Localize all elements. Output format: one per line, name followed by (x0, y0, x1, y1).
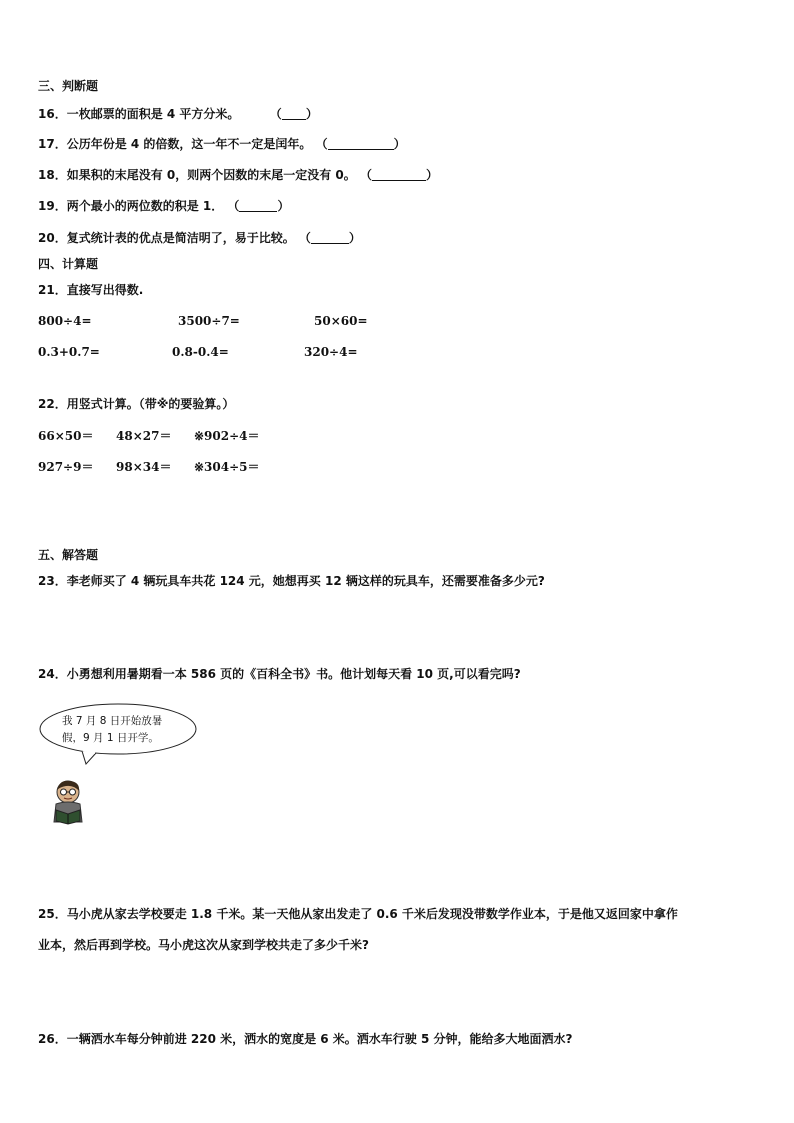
answer-blank[interactable] (311, 231, 349, 244)
answer-blank[interactable] (239, 199, 277, 212)
calc-item: ※304÷5＝ (194, 460, 260, 474)
question-number: 19． (38, 199, 67, 213)
section-heading-judge: 三、判断题 (38, 79, 99, 93)
question-16 (38, 106, 318, 122)
answer-blank[interactable] (372, 168, 426, 181)
answer-blank[interactable] (282, 107, 306, 120)
question-21-title: 21．直接写出得数. (38, 283, 144, 297)
question-25-line2: 业本，然后再到学校。马小虎这次从家到学校共走了多少千米? (38, 938, 369, 952)
question-25-line1: 25．马小虎从家去学校要走 1.8 千米。某一天他从家出发走了 0.6 千米后发现没带数学作业本，于是他又返回家中拿作 (38, 907, 678, 921)
calc-item: 3500÷7= (178, 314, 240, 328)
answer-bracket[interactable]: （ ） (269, 107, 318, 121)
calc-item: 48×27＝ (116, 429, 172, 443)
question-18 (38, 167, 438, 183)
question-text: 公历年份是 4 的倍数，这一年不一定是闰年。 (66, 137, 312, 151)
boy-reading-icon (48, 778, 88, 826)
calc-item: 66×50＝ (38, 429, 94, 443)
calc-item: 320÷4= (304, 345, 358, 359)
answer-bracket[interactable]: （ ） (298, 231, 361, 245)
question-number: 16． (38, 107, 67, 121)
calc-item: ※902÷4＝ (194, 429, 260, 443)
question-23: 23．李老师买了 4 辆玩具车共花 124 元，她想再买 12 辆这样的玩具车，还需要准备多少元? (38, 574, 545, 588)
question-24: 24．小勇想利用暑期看一本 586 页的《百科全书》书。他计划每天看 10 页,可以看完吗? (38, 667, 521, 681)
question-text: 复式统计表的优点是简洁明了，易于比较。 (66, 231, 295, 245)
question-number: 20． (38, 231, 67, 245)
section-heading-solve: 五、解答题 (38, 548, 99, 562)
question-number: 17． (38, 137, 67, 151)
section-heading-calc: 四、计算题 (38, 257, 99, 271)
calc-item: 0.3+0.7= (38, 345, 100, 359)
calc-item: 0.8-0.4= (172, 345, 229, 359)
calc-item: 800÷4= (38, 314, 92, 328)
calc-item: 927÷9＝ (38, 460, 94, 474)
speech-bubble (38, 702, 198, 758)
question-text: 一枚邮票的面积是 4 平方分米。 (66, 107, 240, 121)
question-17 (38, 136, 406, 152)
question-20 (38, 230, 361, 246)
question-19 (38, 198, 289, 214)
question-text: 如果积的末尾没有 0，则两个因数的末尾一定没有 0。 (66, 168, 356, 182)
answer-bracket[interactable]: （ ） (315, 137, 406, 151)
speech-bubble-text: 我 7 月 8 日开始放暑假，9 月 1 日开学。 (62, 715, 163, 744)
calc-item: 98×34＝ (116, 460, 172, 474)
question-26: 26．一辆洒水车每分钟前进 220 米，洒水的宽度是 6 米。洒水车行驶 5 分钟，能给多大地面洒水? (38, 1032, 573, 1046)
question-number: 18． (38, 168, 67, 182)
calc-item: 50×60= (314, 314, 368, 328)
answer-bracket[interactable]: （ ） (359, 168, 438, 182)
question-text: 两个最小的两位数的积是 1． (66, 199, 224, 213)
answer-blank[interactable] (328, 137, 394, 150)
answer-bracket[interactable]: （ ） (227, 199, 290, 213)
question-22-title: 22．用竖式计算。（带※的要验算。） (38, 397, 235, 411)
